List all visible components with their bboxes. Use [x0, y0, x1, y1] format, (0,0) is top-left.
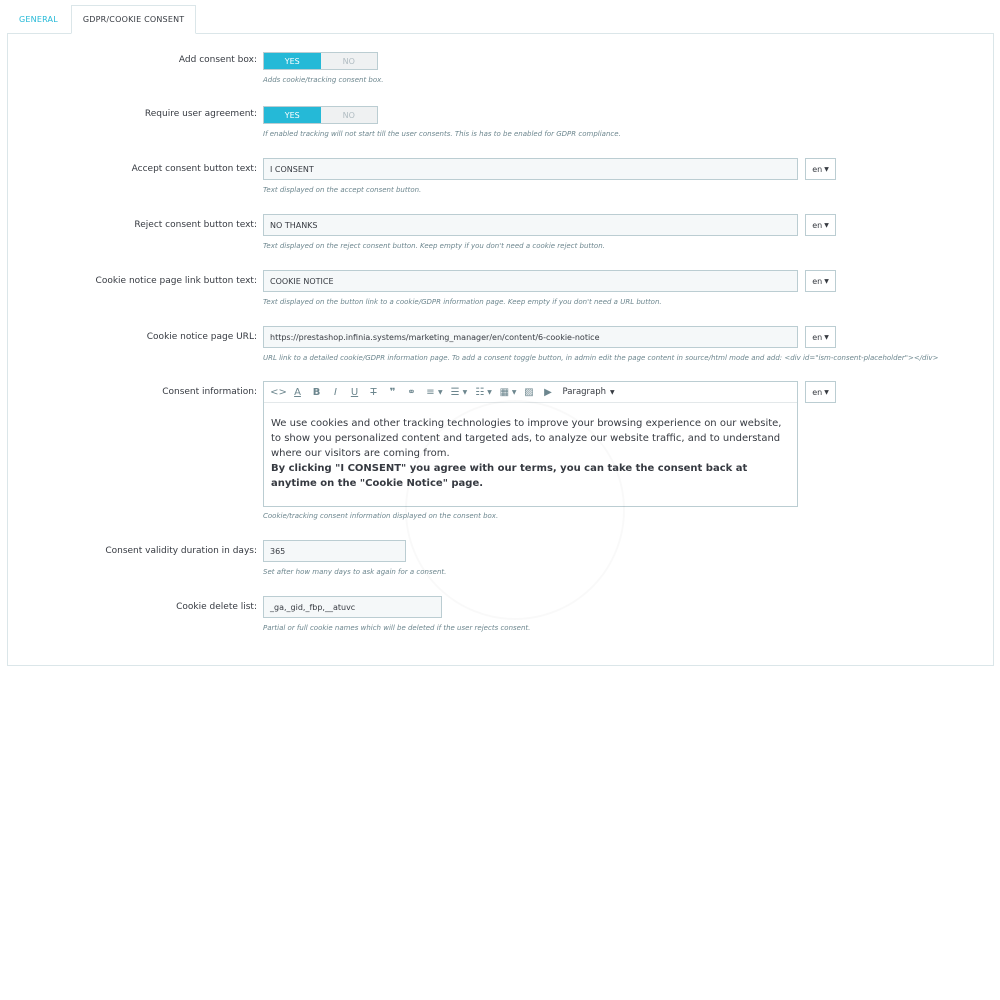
language-dropdown[interactable] — [805, 158, 836, 180]
bullet-list-icon[interactable]: ☰ — [450, 386, 460, 398]
rich-text-editor[interactable] — [263, 381, 798, 507]
align-icon[interactable]: ≡ — [426, 386, 435, 398]
reject-text-help: Text displayed on the reject consent button. Keep empty if you don't need a cookie reject button. — [263, 242, 605, 250]
table-icon[interactable]: ▦ — [499, 386, 510, 398]
caret-down-icon: ▼ — [824, 221, 829, 229]
caret-down-icon: ▼ — [824, 333, 829, 341]
tab-gdpr-cookie-consent[interactable]: GDPR/COOKIE CONSENT — [71, 5, 197, 34]
notice-link-text-input[interactable]: COOKIE NOTICE — [263, 270, 798, 292]
underline-icon[interactable]: U — [350, 386, 359, 398]
no-option[interactable]: NO — [342, 110, 355, 120]
add-consent-box-help: Adds cookie/tracking consent box. — [263, 76, 384, 84]
caret-down-icon: ▼ — [824, 165, 829, 173]
consent-info-text: We use cookies and other tracking technologies to improve your browsing experience on our website, to show you personalized content and targeted ads, to analyze our website traffic, and to understand where our visitors are coming from. — [271, 418, 782, 459]
blockquote-icon[interactable]: ❞ — [389, 386, 396, 398]
validity-days-help: Set after how many days to ask again for a consent. — [263, 568, 447, 576]
notice-url-label: Cookie notice page URL: — [146, 332, 257, 342]
cookie-delete-list-label: Cookie delete list: — [176, 602, 257, 612]
numbered-list-icon[interactable]: ☷ — [475, 386, 485, 398]
add-consent-box-switch[interactable] — [263, 52, 378, 70]
caret-down-icon: ▼ — [610, 388, 615, 396]
notice-url-help: URL link to a detailed cookie/GDPR information page. To add a consent toggle button, in admin edit the page content in source/html mode and add: <div id="ism-consent-placeholder"></div> — [263, 354, 939, 362]
consent-info-label: Consent information: — [162, 387, 257, 397]
paragraph-format-dropdown[interactable] — [563, 387, 615, 397]
language-code: en — [812, 220, 823, 230]
yes-option[interactable]: YES — [264, 107, 321, 123]
strikethrough-icon[interactable]: T — [370, 386, 377, 398]
cookie-delete-list-help: Partial or full cookie names which will be deleted if the user rejects consent. — [263, 624, 531, 632]
italic-icon[interactable]: I — [334, 386, 337, 398]
caret-down-icon: ▼ — [824, 388, 829, 396]
require-agreement-help: If enabled tracking will not start till the user consents. This is has to be enabled for GDPR compliance. — [263, 130, 621, 138]
consent-info-bold-text: By clicking "I CONSENT" you agree with our terms, you can take the consent back at anytime on the "Cookie Notice" page. — [271, 463, 748, 489]
image-icon[interactable]: ▨ — [524, 386, 534, 398]
language-code: en — [812, 387, 823, 397]
editor-content[interactable] — [264, 403, 797, 491]
consent-info-help: Cookie/tracking consent information displayed on the consent box. — [263, 512, 499, 520]
notice-link-text-label: Cookie notice page link button text: — [95, 276, 257, 286]
accept-text-input[interactable]: I CONSENT — [263, 158, 798, 180]
notice-url-input[interactable]: https://prestashop.infinia.systems/marketing_manager/en/content/6-cookie-notice — [263, 326, 798, 348]
reject-text-label: Reject consent button text: — [134, 220, 257, 230]
language-dropdown[interactable] — [805, 381, 836, 403]
language-code: en — [812, 164, 823, 174]
validity-days-label: Consent validity duration in days: — [105, 546, 257, 556]
require-agreement-label: Require user agreement: — [144, 109, 257, 119]
caret-down-icon[interactable]: ▼ — [438, 388, 443, 396]
caret-down-icon[interactable]: ▼ — [487, 388, 492, 396]
reject-text-input[interactable]: NO THANKS — [263, 214, 798, 236]
media-icon[interactable]: ▶ — [544, 386, 552, 398]
language-dropdown[interactable] — [805, 270, 836, 292]
caret-down-icon: ▼ — [824, 277, 829, 285]
settings-panel — [7, 33, 994, 666]
cookie-delete-list-input[interactable]: _ga,_gid,_fbp,__atuvc — [263, 596, 442, 618]
yes-option[interactable]: YES — [264, 53, 321, 69]
tab-general[interactable]: GENERAL — [19, 15, 58, 24]
bold-icon[interactable]: B — [312, 386, 321, 398]
link-icon[interactable]: ⚭ — [407, 386, 416, 398]
validity-days-input[interactable]: 365 — [263, 540, 406, 562]
paragraph-format-label: Paragraph — [562, 387, 607, 397]
language-dropdown[interactable] — [805, 326, 836, 348]
require-agreement-switch[interactable] — [263, 106, 378, 124]
accept-text-help: Text displayed on the accept consent button. — [263, 186, 422, 194]
no-option[interactable]: NO — [342, 56, 355, 66]
code-icon[interactable]: <> — [270, 386, 287, 398]
caret-down-icon[interactable]: ▼ — [511, 388, 517, 396]
accept-text-label: Accept consent button text: — [131, 164, 257, 174]
language-code: en — [812, 276, 823, 286]
language-code: en — [812, 332, 823, 342]
tab-bar — [8, 5, 196, 34]
language-dropdown[interactable] — [805, 214, 836, 236]
add-consent-box-label: Add consent box: — [178, 55, 257, 65]
font-color-icon[interactable]: A — [294, 386, 301, 398]
notice-link-text-help: Text displayed on the button link to a cookie/GDPR information page. Keep empty if you don't need a URL button. — [263, 298, 662, 306]
caret-down-icon[interactable]: ▼ — [462, 388, 468, 396]
editor-toolbar — [264, 382, 797, 403]
